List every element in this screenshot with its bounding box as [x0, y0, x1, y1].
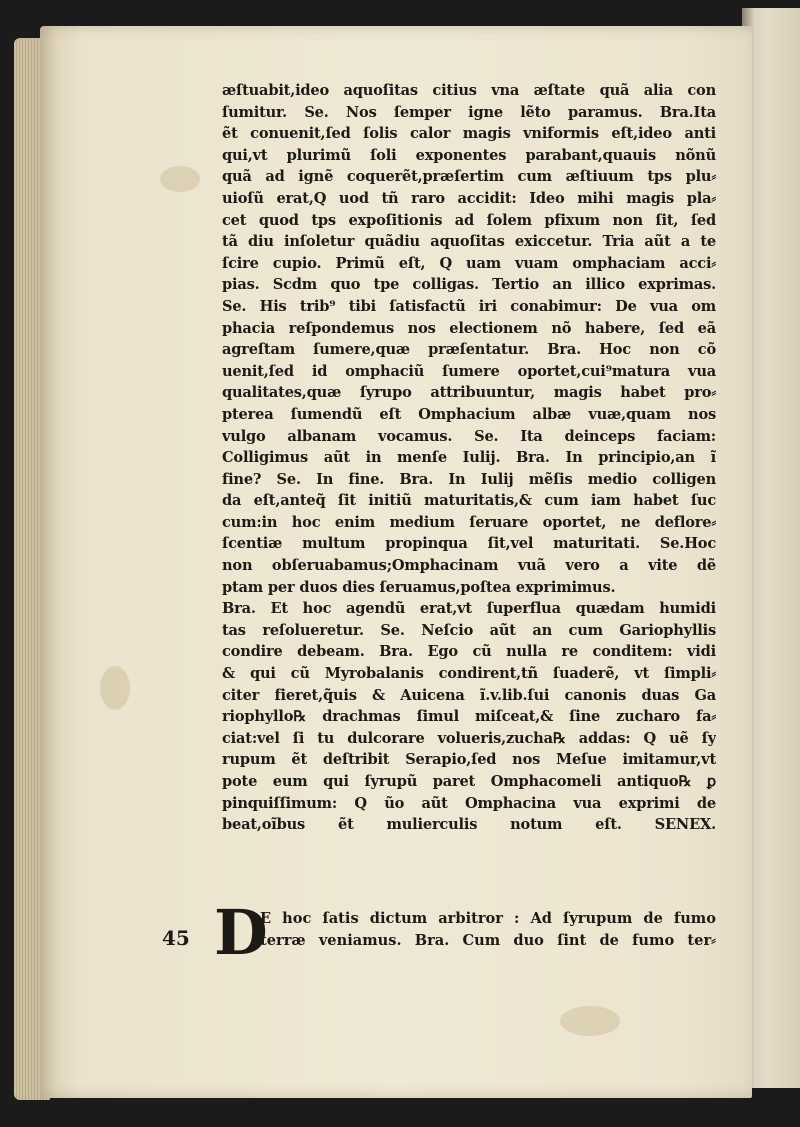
text-line: tã diu inſoletur quãdiu aquoſitas exiccetur. Tria aũt a te [222, 233, 716, 251]
body-text [222, 80, 716, 836]
page-number: 45 [162, 926, 190, 950]
text-line: terræ veniamus. Bra. Cum duo ſint de fumo ter⸗ [260, 931, 716, 949]
text-line: quã ad ignẽ coquerẽt,præſertim cum æſtiuum tps plu⸗ [222, 168, 716, 186]
text-line: non obſeruabamus;Omphacinam vuã vero a vite dẽ [222, 557, 716, 575]
text-line: ciat:vel ſi tu dulcorare volueris,zucha℞ addas: Q uẽ ſy [222, 729, 716, 747]
text-line: cum:in hoc enim medium ſeruare oportet, ne deflore⸗ [222, 513, 716, 531]
text-line: pterea ſumendũ eſt Omphacium albæ vuæ,quam nos [222, 405, 716, 423]
text-line: phacia reſpondemus nos electionem nõ habere, ſed eã [222, 319, 716, 337]
drop-cap-initial: D [214, 896, 268, 969]
text-line: qui,vt plurimũ ſoli exponentes parabant,quauis nõnũ [222, 146, 716, 164]
text-line: beat,oĩbus ẽt mulierculis notum eſt. SENEX. [222, 816, 716, 834]
section-text [260, 908, 716, 951]
text-line: ſcire cupio. Primũ eſt, Q uam vuam omphaciam acci⸗ [222, 254, 716, 272]
text-line: citer fieret,q̃uis & Auicena ĩ.v.lib.ſui canonis duas Ga [222, 686, 716, 704]
paper-stain [560, 1006, 620, 1036]
text-line: da eſt,anteq̃ ſit initiũ maturitatis,& cum iam habet ſuc [222, 492, 716, 510]
text-line: rupum ẽt deſtribit Serapio,ſed nos Meſue imitamur,vt [222, 751, 716, 769]
text-line: Bra. Et hoc agendũ erat,vt ſuperflua quædam humidi [222, 600, 716, 618]
text-line: ſcentiæ multum propinqua ſit,vel maturitati. Se.Hoc [222, 535, 716, 553]
text-line: Se. His trib⁹ tibi ſatisfactũ iri conabimur: De vua om [222, 297, 716, 315]
paper-stain [160, 166, 200, 192]
text-line: agreſtam ſumere,quæ præſentatur. Bra. Hoc non cõ [222, 341, 716, 359]
text-line: Colligimus aũt in menſe Iulij. Bra. In principio,an ĩ [222, 449, 716, 467]
text-line: riophyllo℞ drachmas ſimul miſceat,& ſine zucharo fa⸗ [222, 708, 716, 726]
text-line: uenit,ſed id omphaciũ ſumere oportet,cui⁹matura vua [222, 362, 716, 380]
text-line: condire debeam. Bra. Ego cũ nulla re conditem: vidi [222, 643, 716, 661]
text-line: pinquiſſimum: Q ũo aũt Omphacina vua exprimi de [222, 794, 716, 812]
text-line: æſtuabit,ideo aquoſitas citius vna æſtate quã alia con [222, 82, 716, 99]
text-line: qualitates,quæ ſyrupo attribuuntur, magis habet pro⸗ [222, 384, 716, 402]
text-line: pias. Scdm quo tpe colligas. Tertio an illico exprimas. [222, 276, 716, 294]
text-line: ſumitur. Se. Nos ſemper igne lẽto paramus. Bra.Ita [222, 103, 716, 121]
text-line: cet quod tps expoſitionis ad ſolem pfixum non ſit, ſed [222, 211, 716, 229]
text-line: & qui cũ Myrobalanis condirent,tñ ſuaderẽ, vt ſimpli⸗ [222, 665, 716, 683]
text-line: uioſũ erat,Q uod tñ raro accidit: Ideo mihi magis pla⸗ [222, 189, 716, 207]
paper-stain [100, 666, 130, 710]
text-line: pote eum qui ſyrupũ paret Omphacomeli antiquo℞ ꝑ [222, 773, 716, 790]
text-line: ẽt conuenit,ſed ſolis calor magis vniformis eſt,ideo anti [222, 125, 716, 143]
text-line: E hoc ſatis dictum arbitror : Ad ſyrupum de fumo [260, 910, 716, 927]
text-line: fine? Se. In fine. Bra. In Iulij mẽſis medio colligen [222, 470, 716, 488]
text-line: ptam per duos dies ſeruamus,poſtea exprimimus. [222, 578, 616, 596]
text-line: vulgo albanam vocamus. Se. Ita deinceps faciam: [222, 427, 716, 445]
text-line: tas reſolueretur. Se. Neſcio aũt an cum Gariophyllis [222, 621, 716, 639]
